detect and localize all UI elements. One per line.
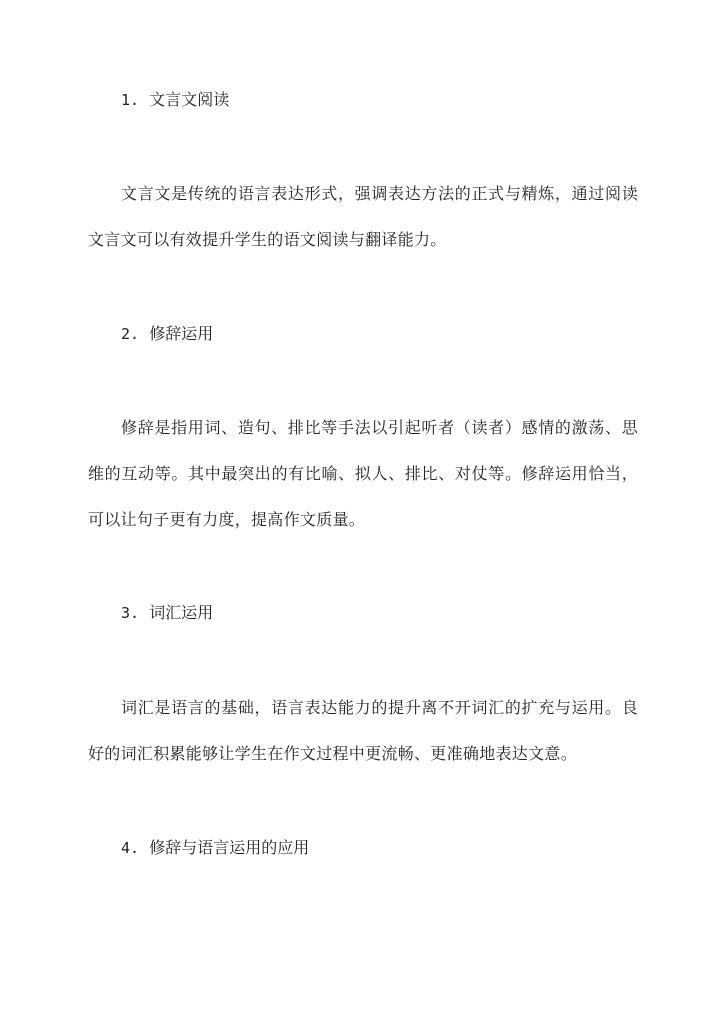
section-heading-4 [121,838,309,858]
section-title: 文言文阅读 [149,90,230,109]
section-heading-2 [121,324,213,344]
section-number: 3. [121,604,140,622]
section-paragraph-2: 修辞是指用词、造句、排比等手法以引起听者（读者）感情的激荡、思维的互动等。其中最突出的有比喻、拟人、排比、对仗等。修辞运用恰当，可以让句子更有力度，提高作文质量。 [88,418,638,529]
section-heading-3 [121,603,213,623]
section-number: 4. [121,839,140,857]
section-paragraph-3: 词汇是语言的基础，语言表达能力的提升离不开词汇的扩充与运用。良好的词汇积累能够让学生在作文过程中更流畅、更准确地表达文意。 [88,698,638,763]
section-title: 词汇运用 [149,603,214,622]
section-number: 1. [121,91,140,109]
section-paragraph-1: 文言文是传统的语言表达形式，强调表达方法的正式与精炼，通过阅读文言文可以有效提升学生的语文阅读与翻译能力。 [88,184,638,249]
section-title: 修辞与语言运用的应用 [149,838,310,857]
section-number: 2. [121,325,140,343]
section-title: 修辞运用 [149,324,214,343]
section-heading-1 [121,90,229,110]
